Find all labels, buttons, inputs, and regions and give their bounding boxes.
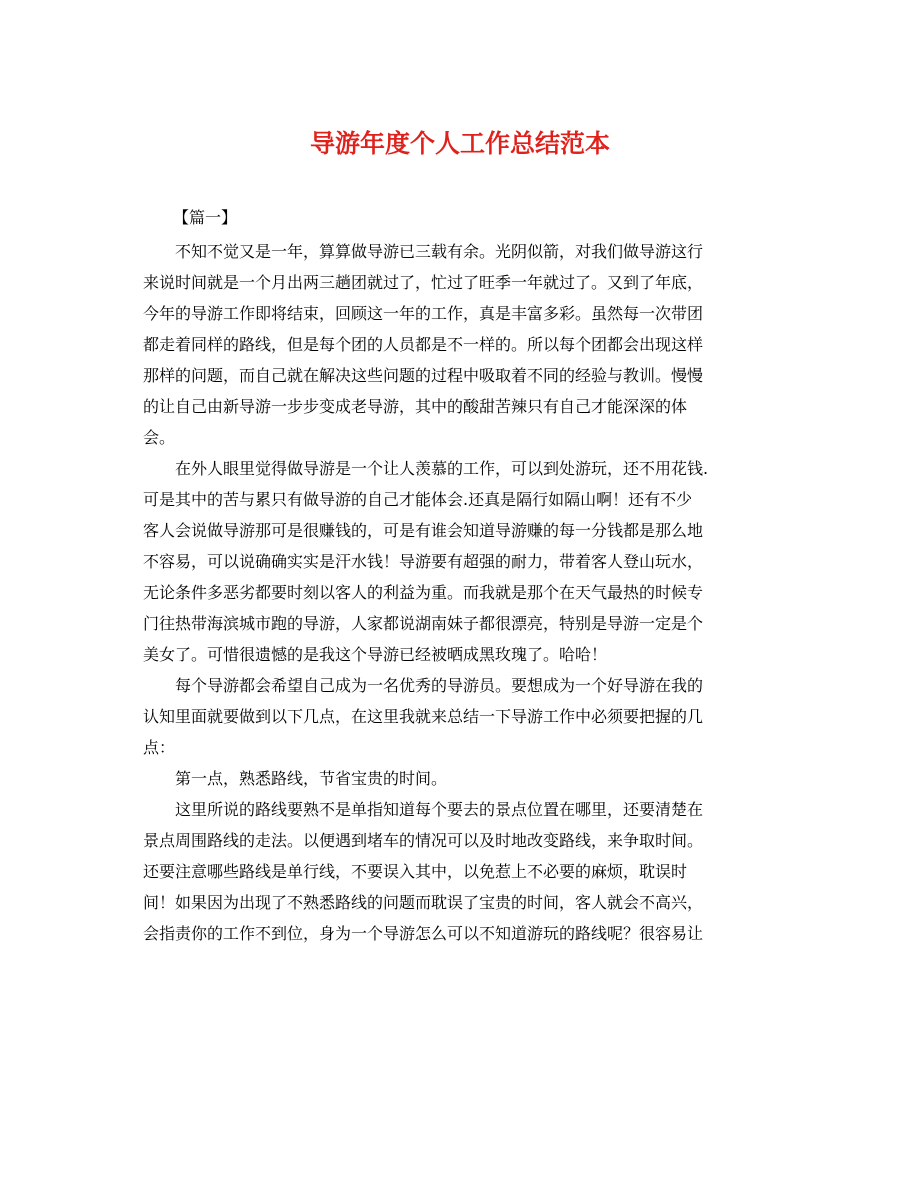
- text-line: 客人会说做导游那可是很赚钱的，可是有谁会知道导游赚的每一分钱都是那么地: [143, 521, 704, 540]
- document-body: [143, 200, 783, 949]
- text-line: 景点周围路线的走法。以便遇到堵车的情况可以及时地改变路线，来争取时间。: [143, 831, 704, 850]
- section-label: 【篇一】: [173, 208, 238, 227]
- text-line: 不容易，可以说确确实实是汗水钱！导游要有超强的耐力，带着客人登山玩水，: [143, 552, 704, 571]
- text-line: 可是其中的苦与累只有做导游的自己才能体会.还真是隔行如隔山啊！还有不少: [143, 490, 693, 509]
- text-line: 在外人眼里觉得做导游是一个让人羡慕的工作，可以到处游玩，还不用花钱.: [175, 459, 709, 478]
- text-line: 来说时间就是一个月出两三趟团就过了，忙过了旺季一年就过了。又到了年底，: [143, 273, 704, 292]
- text-line: 美女了。可惜很遗憾的是我这个导游已经被晒成黑玫瑰了。哈哈！: [143, 645, 608, 664]
- paragraph-5: [143, 794, 783, 949]
- paragraph-4: [143, 763, 783, 794]
- text-line: 认知里面就要做到以下几点，在这里我就来总结一下导游工作中必须要把握的几: [143, 707, 704, 726]
- text-line: 还要注意哪些路线是单行线，不要误入其中，以免惹上不必要的麻烦，耽误时: [143, 862, 688, 881]
- text-line: 今年的导游工作即将结束，回顾这一年的工作，真是丰富多彩。虽然每一次带团: [143, 304, 704, 323]
- document-title: 导游年度个人工作总结范本: [309, 129, 610, 158]
- paragraph-2: [143, 453, 783, 670]
- text-line: 这里所说的路线要熟不是单指知道每个要去的景点位置在哪里，还要清楚在: [175, 800, 704, 819]
- paragraph-1: [143, 236, 783, 453]
- text-line: 第一点，熟悉路线，节省宝贵的时间。: [175, 769, 448, 788]
- text-line: 点：: [143, 738, 176, 757]
- paragraph-3: [143, 670, 783, 763]
- text-line: 的让自己由新导游一步步变成老导游，其中的酸甜苦辣只有自己才能深深的体: [143, 397, 688, 416]
- text-line: 间！如果因为出现了不熟悉路线的问题而耽误了宝贵的时间，客人就会不高兴，: [143, 893, 704, 912]
- text-line: 门往热带海滨城市跑的导游，人家都说湖南妹子都很漂亮，特别是导游一定是个: [143, 614, 704, 633]
- text-line: 每个导游都会希望自己成为一名优秀的导游员。要想成为一个好导游在我的: [175, 676, 704, 695]
- text-line: 会。: [143, 428, 176, 447]
- text-line: 会指责你的工作不到位，身为一个导游怎么可以不知道游玩的路线呢？很容易让: [143, 924, 704, 943]
- text-line: 不知不觉又是一年，算算做导游已三载有余。光阴似箭，对我们做导游这行: [175, 242, 704, 261]
- text-line: 无论条件多恶劣都要时刻以客人的利益为重。而我就是那个在天气最热的时候专: [143, 583, 704, 602]
- text-line: 都走着同样的路线，但是每个团的人员都是不一样的。所以每个团都会出现这样: [143, 335, 704, 354]
- text-line: 那样的问题，而自己就在解决这些问题的过程中吸取着不同的经验与教训。慢慢: [143, 366, 704, 385]
